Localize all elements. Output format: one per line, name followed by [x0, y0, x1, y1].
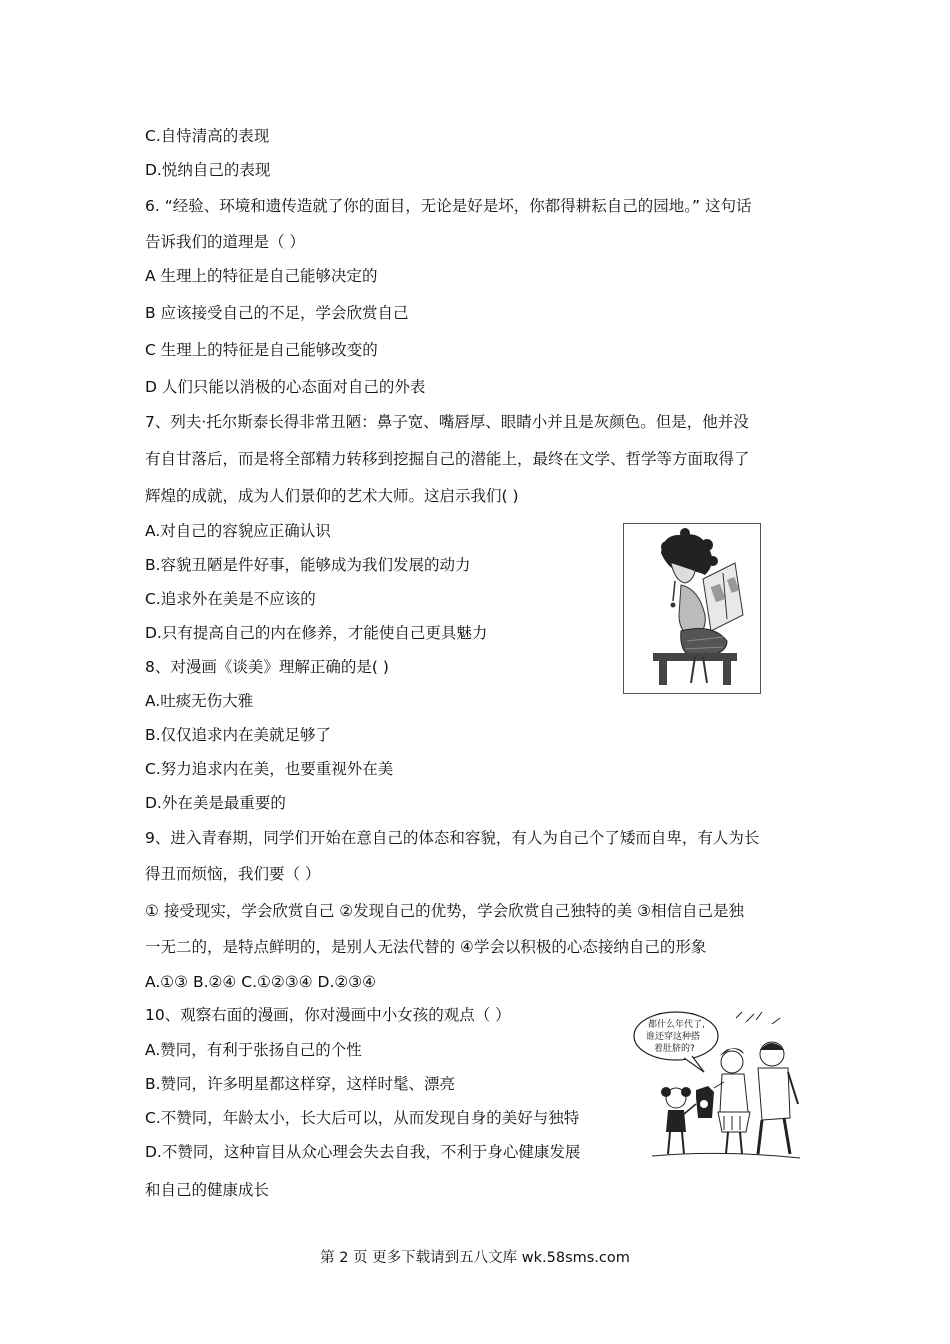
option-b-q6: B 应该接受自己的不足，学会欣赏自己	[145, 304, 409, 322]
question-9-statements-line1: ① 接受现实，学会欣赏自己 ②发现自己的优势，学会欣赏自己独特的美 ③相信自己是独	[145, 902, 744, 920]
question-7-line1: 7、列夫·托尔斯泰长得非常丑陋：鼻子宽、嘴唇厚、眼睛小并且是灰颜色。但是，他并没	[145, 413, 749, 431]
option-a-q10: A.赞同，有利于张扬自己的个性	[145, 1041, 362, 1059]
question-8: 8、对漫画《谈美》理解正确的是( )	[145, 658, 389, 676]
option-d-q5: D.悦纳自己的表现	[145, 161, 271, 179]
option-c-q10: C.不赞同，年龄太小，长大后可以，从而发现自身的美好与独特	[145, 1109, 580, 1127]
bubble-text-line1: 都什么年代了,	[648, 1020, 705, 1030]
option-d-q7: D.只有提高自己的内在修养，才能使自己更具魅力	[145, 624, 488, 642]
question-9-statements-line2: 一无二的，是特点鲜明的，是别人无法代替的 ④学会以积极的心态接纳自己的形象	[145, 938, 707, 956]
option-d-q6: D 人们只能以消极的心态面对自己的外表	[145, 378, 426, 396]
cartoon-girl-clothing	[632, 1008, 804, 1164]
question-10: 10、观察右面的漫画，你对漫画中小女孩的观点（ ）	[145, 1006, 511, 1024]
bubble-text-line2: 谁还穿这种搭	[646, 1032, 701, 1042]
option-d-q10-line2: 和自己的健康成长	[145, 1181, 270, 1199]
question-9-options: A.①③ B.②④ C.①②③④ D.②③④	[145, 973, 377, 991]
option-c-q5: C.自恃清高的表现	[145, 127, 270, 145]
option-a-q8: A.吐痰无伤大雅	[145, 692, 254, 710]
question-6-line2: 告诉我们的道理是（ ）	[145, 233, 305, 251]
option-c-q8: C.努力追求内在美，也要重视外在美	[145, 760, 394, 778]
option-c-q6: C 生理上的特征是自己能够改变的	[145, 341, 378, 359]
option-a-q6: A 生理上的特征是自己能够决定的	[145, 267, 378, 285]
question-7-line2: 有自甘落后，而是将全部精力转移到挖掘自己的潜能上，最终在文学、哲学等方面取得了	[145, 450, 750, 468]
bubble-text-line3: 着肚脐的?	[654, 1044, 695, 1054]
question-7-line3: 辉煌的成就，成为人们景仰的艺术大师。这启示我们( )	[145, 487, 519, 505]
cartoon-talking-beauty	[623, 523, 761, 694]
question-9-line2: 得丑而烦恼，我们要（ ）	[145, 865, 321, 883]
option-b-q10: B.赞同，许多明星都这样穿，这样时髦、漂亮	[145, 1075, 456, 1093]
option-d-q10-line1: D.不赞同，这种盲目从众心理会失去自我，不利于身心健康发展	[145, 1143, 581, 1161]
option-b-q8: B.仅仅追求内在美就足够了	[145, 726, 332, 744]
question-9-line1: 9、进入青春期，同学们开始在意自己的体态和容貌，有人为自己个了矮而自卑，有人为长	[145, 829, 760, 847]
question-6-line1: 6. “经验、环境和遗传造就了你的面目，无论是好是坏，你都得耕耘自己的园地。” 这句话	[145, 197, 752, 215]
page-footer: 第 2 页 更多下载请到五八文库 wk.58sms.com	[320, 1250, 630, 1266]
option-c-q7: C.追求外在美是不应该的	[145, 590, 316, 608]
option-b-q7: B.容貌丑陋是件好事，能够成为我们发展的动力	[145, 556, 471, 574]
option-a-q7: A.对自己的容貌应正确认识	[145, 522, 331, 540]
option-d-q8: D.外在美是最重要的	[145, 794, 286, 812]
